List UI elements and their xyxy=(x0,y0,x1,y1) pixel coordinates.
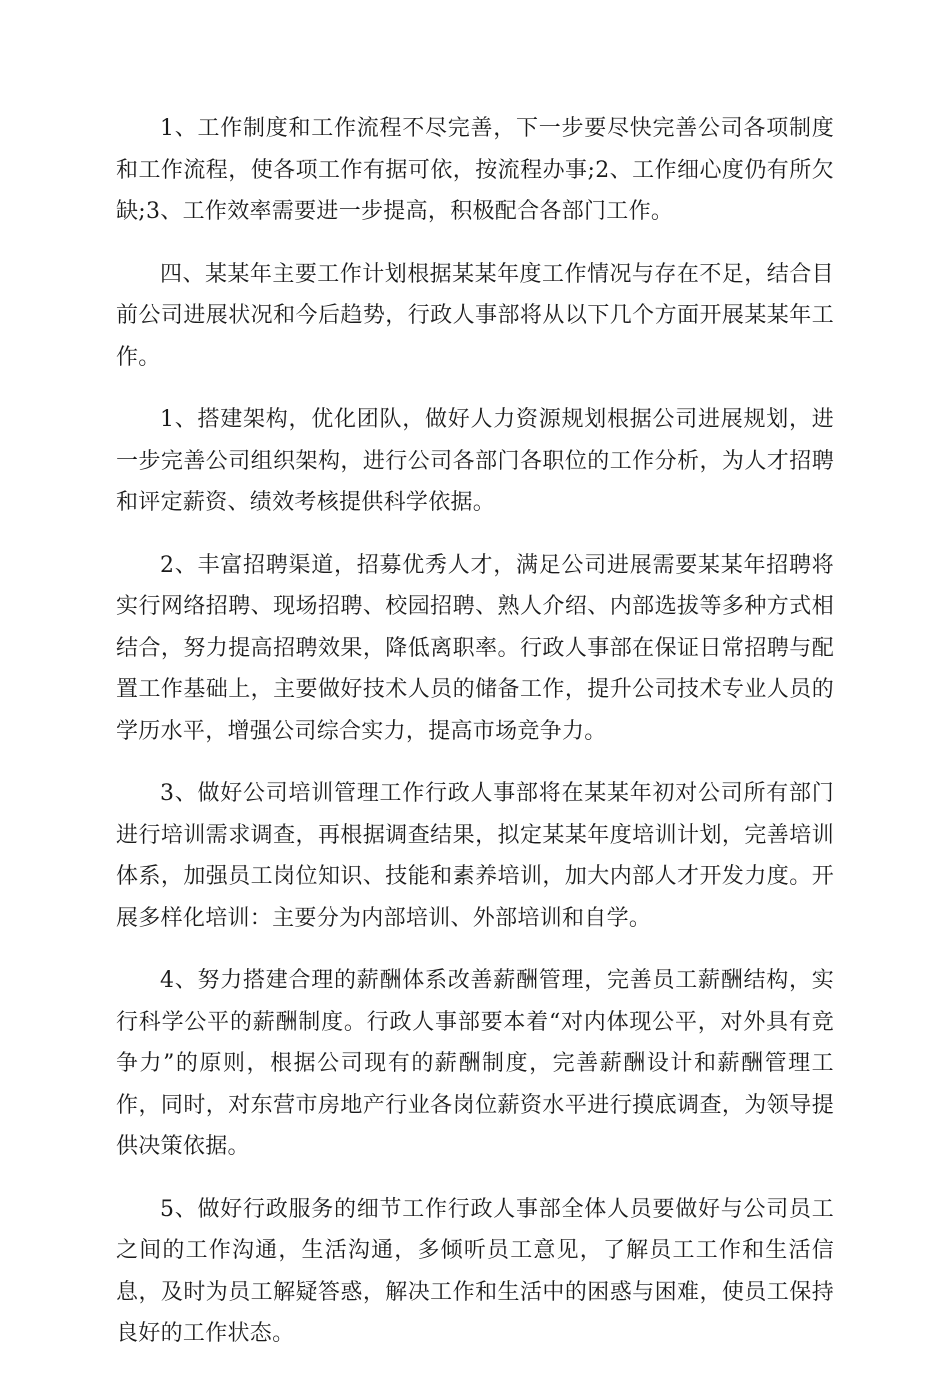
paragraph-plan-2-recruitment: 2、丰富招聘渠道，招募优秀人才，满足公司进展需要某某年招聘将实行网络招聘、现场招聘、校园招聘、熟人介绍、内部选拔等多种方式相结合，努力提高招聘效果，降低离职率。行政人事部在保证日常招聘与配置工作基础上，主要做好技术人员的储备工作，提升公司技术专业人员的学历水平，增强公司综合实力，提高市场竞争力。 xyxy=(116,552,834,744)
paragraph-problems: 1、工作制度和工作流程不尽完善，下一步要尽快完善公司各项制度和工作流程，使各项工作有据可依，按流程办事;2、工作细心度仍有所欠缺;3、工作效率需要进一步提高，积极配合各部门工作。 xyxy=(116,116,834,224)
paragraph-section-four-heading: 四、某某年主要工作计划根据某某年度工作情况与存在不足，结合目前公司进展状况和今后趋势，行政人事部将从以下几个方面开展某某年工作。 xyxy=(116,261,834,370)
paragraph-plan-1-structure: 1、搭建架构，优化团队，做好人力资源规划根据公司进展规划，进一步完善公司组织架构，进行公司各部门各职位的工作分析，为人才招聘和评定薪资、绩效考核提供科学依据。 xyxy=(116,407,834,515)
paragraph-plan-4-compensation: 4、努力搭建合理的薪酬体系改善薪酬管理，完善员工薪酬结构，实行科学公平的薪酬制度。行政人事部要本着“对内体现公平，对外具有竞争力”的原则，根据公司现有的薪酬制度，完善薪酬设计和薪酬管理工作，同时，对东营市房地产行业各岗位薪资水平进行摸底调查，为领导提供决策依据。 xyxy=(116,968,834,1159)
document-body xyxy=(116,108,834,1376)
paragraph-plan-5-admin-service: 5、做好行政服务的细节工作行政人事部全体人员要做好与公司员工之间的工作沟通，生活沟通，多倾听员工意见，了解员工工作和生活信息，及时为员工解疑答惑，解决工作和生活中的困惑与困难，使员工保持良好的工作状态。 xyxy=(116,1196,834,1346)
paragraph-plan-3-training: 3、做好公司培训管理工作行政人事部将在某某年初对公司所有部门进行培训需求调查，再根据调查结果，拟定某某年度培训计划，完善培训体系，加强员工岗位知识、技能和素养培训，加大内部人才开发力度。开展多样化培训：主要分为内部培训、外部培训和自学。 xyxy=(116,781,834,931)
